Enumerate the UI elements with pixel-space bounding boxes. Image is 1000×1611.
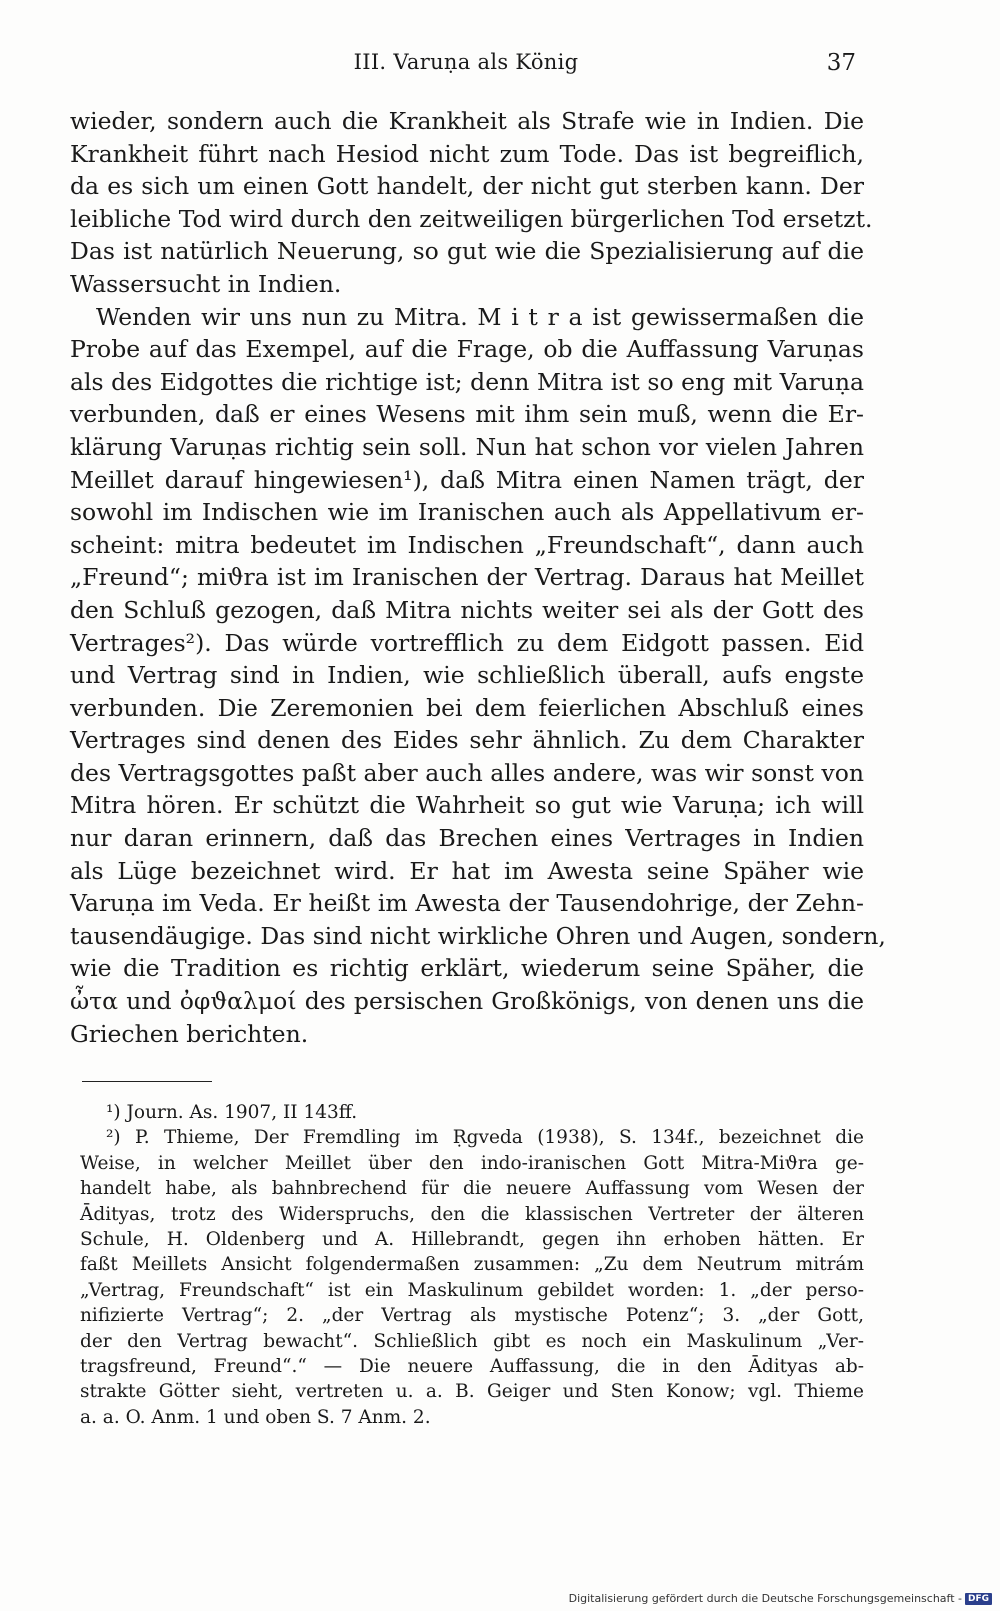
text-line: Probe auf das Exempel, auf die Frage, ob die Auffassung Varuṇas [70,335,864,364]
text-line: verbunden, daß er eines Wesens mit ihm sein muß, wenn die Er- [70,400,864,429]
footnote-line: handelt habe, als bahnbrechend für die neuere Auffassung vom Wesen der [80,1178,864,1200]
text-line: Mitra hören. Er schützt die Wahrheit so gut wie Varuṇa; ich will [70,791,864,820]
text-line: verbunden. Die Zeremonien bei dem feierlichen Abschluß eines [70,693,864,722]
text-line: Wassersucht in Indien. [70,269,342,298]
dfg-logo: DFG [965,1593,992,1605]
page-number: 37 [826,50,856,76]
text-line: wieder, sondern auch die Krankheit als Strafe wie in Indien. Die [70,107,864,135]
text-line: tausendäugige. Das sind nicht wirkliche Ohren und Augen, sondern, [70,921,886,950]
footnote-divider [82,1081,212,1082]
text-line: Meillet darauf hingewiesen¹), daß Mitra einen Namen trägt, der [70,465,864,494]
footnote-line: ²) P. Thieme, Der Fremdling im Ṛgveda (1938), S. 134f., bezeichnet die [106,1127,864,1149]
text-line: Vertrages²). Das würde vortrefflich zu dem Eidgott passen. Eid [70,628,864,657]
footnotes [80,1100,864,1430]
text-line: wie die Tradition es richtig erklärt, wiederum seine Späher, die [70,954,864,983]
text-line: Varuṇa im Veda. Er heißt im Awesta der Tausendohrige, der Zehn- [70,889,864,918]
footnote-line: Weise, in welcher Meillet über den indo-iranischen Gott Mitra-Miϑra ge- [80,1152,864,1174]
footnote-line: tragsfreund, Freund“.“ — Die neuere Auffassung, die in den Ādityas ab- [80,1356,864,1378]
footnote-1: ¹) Journ. As. 1907, II 143ff. [106,1102,358,1123]
credit-text: Digitalisierung gefördert durch die Deutsche Forschungsgemeinschaft - [568,1592,962,1605]
text-line: klärung Varuṇas richtig sein soll. Nun hat schon vor vielen Jahren [70,432,864,461]
text-line: und Vertrag sind in Indien, wie schließlich überall, aufs engste [70,661,864,690]
footnote-line: Ādityas, trotz des Widerspruchs, den die klassischen Vertreter der älteren [80,1203,864,1225]
text-line: sowohl im Indischen wie im Iranischen auch als Appellativum er- [70,498,864,527]
text-line: da es sich um einen Gott handelt, der nicht gut sterben kann. Der [70,172,864,201]
text-line: leibliche Tod wird durch den zeitweiligen bürgerlichen Tod ersetzt. [70,204,873,233]
paragraph-1 [70,105,873,301]
text-line: Wenden wir uns nun zu Mitra. M i t r a ist gewissermaßen die [96,302,864,331]
footnote-line: strakte Götter sieht, vertreten u. a. B. Geiger und Sten Konow; vgl. Thieme [80,1381,864,1403]
running-title: III. Varuṇa als König [353,50,579,74]
text-line: Vertrages sind denen des Eides sehr ähnlich. Zu dem Charakter [70,726,864,755]
text-line: Krankheit führt nach Hesiod nicht zum Tode. Das ist begreiflich, [70,139,864,168]
text-line: als Lüge bezeichnet wird. Er hat im Awesta seine Späher wie [70,856,864,885]
footnote-line: der den Vertrag bewacht“. Schließlich gibt es noch ein Maskulinum „Ver- [80,1330,864,1352]
paragraph-2 [70,301,886,1051]
text-line: als des Eidgottes die richtige ist; denn Mitra ist so eng mit Varuṇa [70,367,864,396]
text-line: scheint: mitra bedeutet im Indischen „Freundschaft“, dann auch [70,530,864,559]
text-line: Das ist natürlich Neuerung, so gut wie die Spezialisierung auf die [70,237,864,266]
footnote-line: faßt Meillets Ansicht folgendermaßen zusammen: „Zu dem Neutrum mitrám [80,1254,864,1276]
text-line: ὦτα und ὀφϑαλμοί des persischen Großkönigs, von denen uns die [70,987,864,1016]
text-line: „Freund“; miϑra ist im Iranischen der Vertrag. Daraus hat Meillet [70,563,864,592]
footnote-line: nifizierte Vertrag“; 2. „der Vertrag als mystische Potenz“; 3. „der Gott, [80,1305,864,1327]
text-line: den Schluß gezogen, daß Mitra nichts weiter sei als der Gott des [70,595,864,624]
text-line: nur daran erinnern, daß das Brechen eines Vertrages in Indien [70,824,864,853]
page-header [76,50,856,82]
footnote-2 [80,1125,864,1430]
text-line: des Vertragsgottes paßt aber auch alles andere, was wir sonst von [70,758,864,787]
text-line: Griechen berichten. [70,1019,309,1048]
footnote-line: Schule, H. Oldenberg und A. Hillebrandt, gegen ihn erhoben hätten. Er [80,1229,864,1251]
digitization-credit [569,1592,992,1605]
footnote-line: „Vertrag, Freundschaft“ ist ein Maskulinum gebildet worden: 1. „der perso- [80,1279,864,1301]
footnote-line: a. a. O. Anm. 1 und oben S. 7 Anm. 2. [80,1406,431,1428]
main-text [70,105,886,1050]
